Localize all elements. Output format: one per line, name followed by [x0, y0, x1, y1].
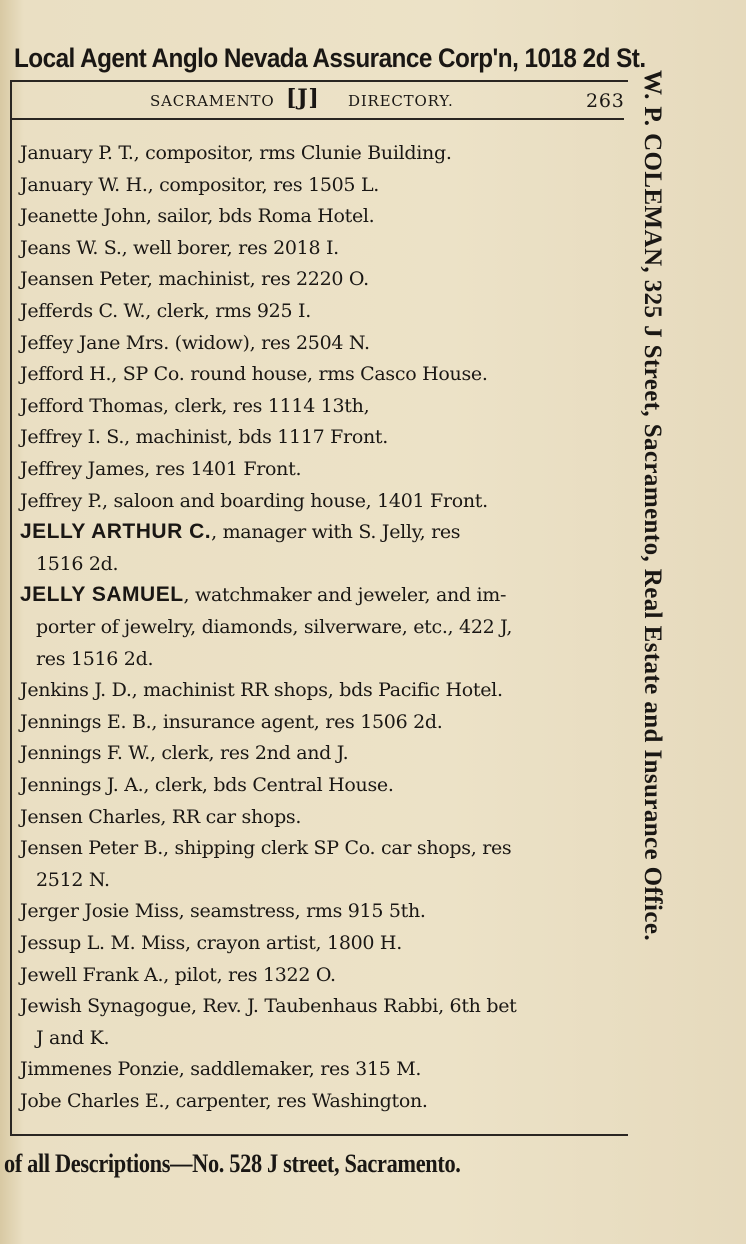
entry-text: Jewell Frank A., pilot, res 1322 O. [20, 963, 336, 986]
entry-text: Jefford H., SP Co. round house, rms Casco House. [20, 363, 488, 386]
directory-entry [20, 1086, 428, 1116]
directory-entry [20, 517, 460, 547]
directory-entry [20, 486, 488, 516]
bottom-advertisement-banner: of all Descriptions—No. 528 J street, Sacramento. [4, 1149, 461, 1178]
directory-entry-continuation [36, 549, 118, 579]
top-advertisement-banner: Local Agent Anglo Nevada Assurance Corp'n, 1018 2d St. [14, 43, 646, 73]
header-directory: DIRECTORY. [348, 92, 454, 110]
entry-text: Jessup L. M. Miss, crayon artist, 1800 H. [20, 932, 402, 954]
directory-entry [20, 991, 517, 1021]
entry-text: Jefferds C. W., clerk, rms 925 I. [20, 300, 311, 322]
entry-name-bold: JELLY SAMUEL [20, 583, 184, 607]
directory-entry [20, 896, 426, 926]
header-letter: [J] [286, 85, 320, 111]
header-city: SACRAMENTO [150, 92, 275, 110]
running-header [150, 85, 625, 116]
entry-text: Jeanette John, sailor, bds Roma Hotel. [20, 205, 375, 228]
entry-text: Jensen Charles, RR car shops. [20, 805, 302, 828]
directory-entry [20, 1054, 421, 1084]
entry-text: Jeans W. S., well borer, res 2018 I. [20, 236, 339, 259]
directory-entry [20, 201, 374, 231]
directory-entry [20, 328, 370, 358]
entry-text: Jobe Charles E., carpenter, res Washington. [20, 1090, 428, 1112]
directory-entry [20, 422, 388, 452]
directory-entry [20, 802, 301, 832]
entry-text: Jeffrey I. S., machinist, bds 1117 Front. [20, 426, 388, 449]
directory-entry [20, 296, 311, 326]
entry-text: Jeansen Peter, machinist, res 2220 O. [20, 268, 369, 291]
entry-text: J and K. [36, 1026, 110, 1049]
directory-entry [20, 233, 339, 263]
entry-text: Jensen Peter B., shipping clerk SP Co. car shops, res [20, 837, 512, 860]
entry-text: res 1516 2d. [36, 647, 154, 670]
directory-entry-continuation [36, 865, 110, 895]
entry-text: 1516 2d. [36, 552, 119, 575]
entry-text: , manager with S. Jelly, res [211, 521, 461, 544]
page-number: 263 [586, 90, 625, 112]
directory-entry [20, 580, 506, 610]
directory-entry [20, 264, 369, 294]
directory-entry-continuation [36, 612, 512, 642]
entry-text: Jennings J. A., clerk, bds Central House. [20, 774, 394, 796]
directory-entry [20, 454, 301, 484]
entry-text: January W. H., compositor, res 1505 L. [20, 173, 380, 196]
directory-entry [20, 138, 452, 168]
side-advertisement [632, 70, 672, 1140]
entry-text: Jeffey Jane Mrs. (widow), res 2504 N. [20, 331, 370, 354]
entry-text: Jerger Josie Miss, seamstress, rms 915 5th. [20, 900, 426, 923]
entry-text: porter of jewelry, diamonds, silverware, etc., 422 J, [36, 616, 513, 638]
directory-entry [20, 707, 443, 737]
entry-text: 2512 N. [36, 868, 110, 891]
header-rule [12, 118, 624, 120]
side-advertisement-text: W. P. COLEMAN, 325 J Street, Sacramento, Real Estate and Insurance Office. [639, 70, 666, 941]
directory-entry [20, 833, 511, 863]
entry-text: Jennings F. W., clerk, res 2nd and J. [20, 742, 349, 765]
directory-entry [20, 738, 348, 768]
entry-text: Jimmenes Ponzie, saddlemaker, res 315 M. [20, 1058, 422, 1081]
directory-entry [20, 928, 402, 958]
directory-entry [20, 391, 369, 421]
directory-entry [20, 675, 503, 705]
entry-text: Jeffrey James, res 1401 Front. [20, 458, 302, 480]
entry-text: Jenkins J. D., machinist RR shops, bds Pacific Hotel. [20, 679, 503, 702]
directory-entry [20, 359, 488, 389]
entry-text: Jefford Thomas, clerk, res 1114 13th, [20, 394, 370, 417]
directory-entry-continuation [36, 644, 153, 674]
entry-name-bold: JELLY ARTHUR C. [20, 520, 212, 544]
directory-entry-continuation [36, 1023, 109, 1053]
entry-text: , watchmaker and jeweler, and im- [183, 584, 507, 607]
entry-text: Jennings E. B., insurance agent, res 1506 2d. [20, 710, 443, 733]
entry-text: January P. T., compositor, rms Clunie Building. [20, 142, 452, 164]
directory-entry [20, 170, 379, 200]
directory-entry [20, 960, 336, 990]
entry-text: Jewish Synagogue, Rev. J. Taubenhaus Rabbi, 6th bet [20, 995, 517, 1018]
directory-entry [20, 770, 394, 800]
entry-text: Jeffrey P., saloon and boarding house, 1401 Front. [20, 489, 488, 512]
